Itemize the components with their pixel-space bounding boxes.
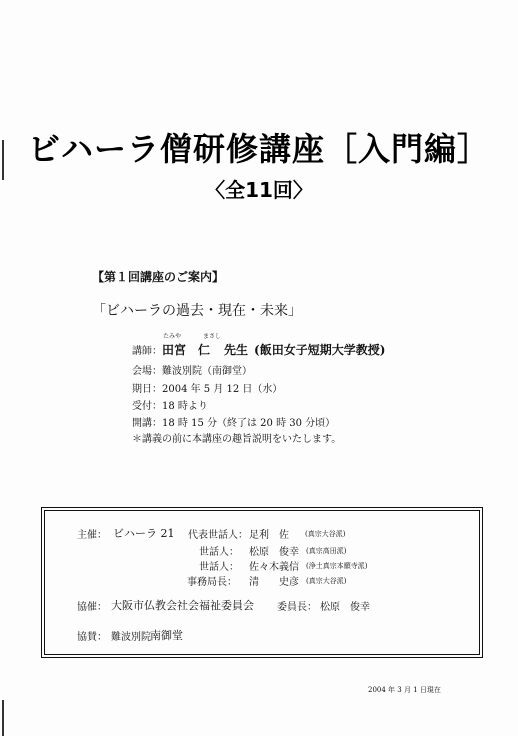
instructor-line (132, 341, 385, 358)
organizer-label: 主催： (77, 530, 107, 541)
member-role: 事務局長： (187, 577, 237, 588)
cosponsor-label: 協催： (77, 602, 107, 613)
instructor-affiliation: (飯田女子短期大学教授) (254, 343, 386, 357)
note-line: ＊講義の前に本講座の趣旨説明をいたします。 (132, 434, 342, 445)
member-sect: (浄土真宗本願寺派) (306, 562, 368, 570)
start-line: 開講：18 時 15 分（終了は 20 時 30 分頃） (132, 418, 336, 429)
date-line: 期日：2004 年 5 月 12 日（水） (132, 384, 283, 395)
instructor-ruby-family: たみや (163, 333, 182, 340)
lecture-title: 「ビハーラの過去・現在・未来」 (92, 303, 302, 319)
member-role: 世話人： (199, 562, 239, 573)
support-name-secondary: 南御堂 (150, 629, 183, 642)
instructor-name: 田宮 仁 (162, 343, 211, 357)
date-note: 2004 年 3 月 1 日現在 (368, 686, 441, 694)
member-sect: (真宗高田派) (306, 547, 347, 555)
page-title: ビハーラ僧研修講座［入門編］ (27, 130, 490, 168)
member-sect: (真宗大谷派) (306, 577, 347, 585)
guide-heading: 【第１回講座のご案内】 (92, 270, 225, 284)
organizer-name: ビハーラ 21 (113, 527, 175, 540)
chair-label: 委員長： (277, 602, 317, 613)
representative-role: 代表世話人： (188, 530, 248, 541)
instructor-honorific: 先生 (224, 343, 249, 357)
instructor-label: 講師： (132, 346, 162, 357)
member-name: 清 史彦 (249, 577, 299, 588)
member-name: 松原 俊幸 (249, 547, 299, 558)
reception-line: 受付：18 時より (132, 401, 208, 412)
chair-name: 松原 俊幸 (320, 602, 370, 613)
representative-name: 足利 佐 (249, 530, 289, 541)
cosponsor-name: 大阪市仏教会社会福祉委員会 (111, 599, 254, 612)
representative-sect: (真宗大谷派) (305, 530, 346, 538)
venue-line: 会場：難波別院（南御堂） (132, 366, 252, 377)
support-name: 難波別院 (111, 632, 151, 643)
instructor-ruby-given: まさし (203, 333, 222, 340)
scan-edge-mark (2, 700, 4, 736)
member-role: 世話人： (199, 547, 239, 558)
page-subtitle: 〈全11回〉 (205, 178, 313, 202)
member-name: 佐々木義信 (249, 562, 299, 573)
support-label: 協賛： (77, 632, 107, 643)
